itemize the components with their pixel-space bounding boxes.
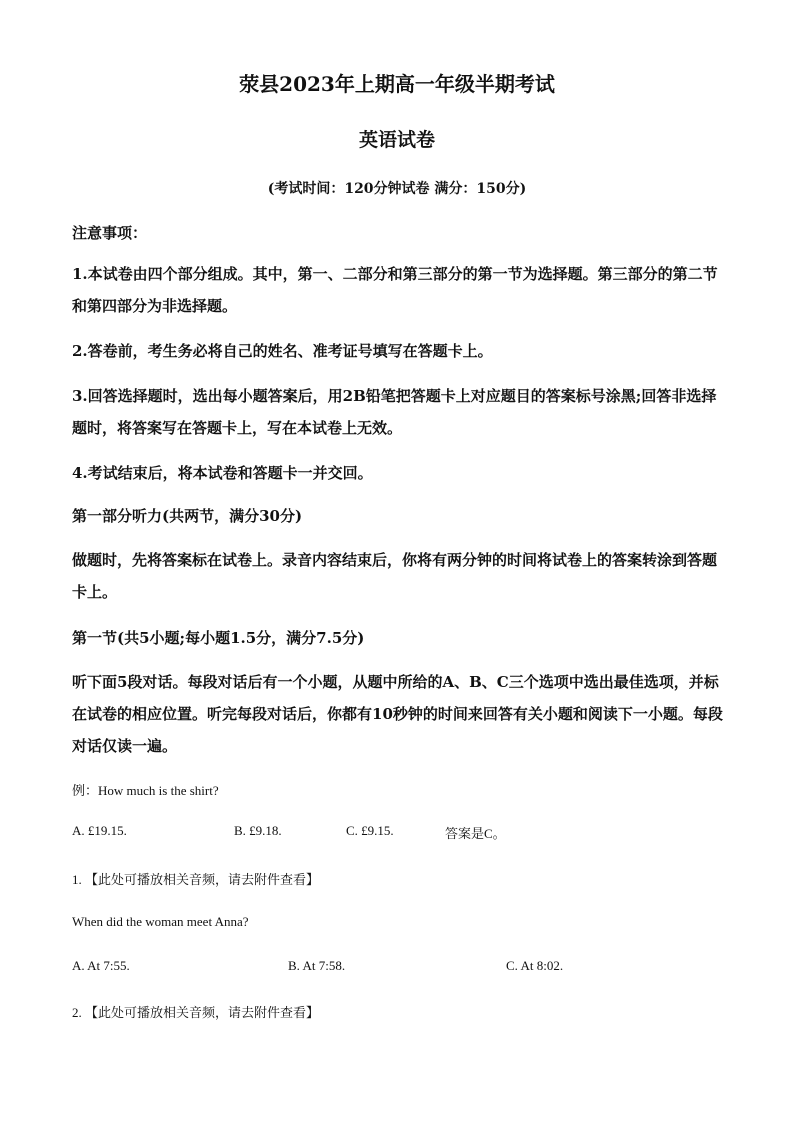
question-1-option-a[interactable]: A. At 7:55.: [72, 958, 130, 973]
notice-item-3: 3.回答选择题时，选出每小题答案后，用2B铅笔把答题卡上对应题目的答案标号涂黑;回答非选择题时，将答案写在答题卡上，写在本试卷上无效。: [72, 387, 717, 437]
question-1-audio[interactable]: 1. 【此处可播放相关音频，请去附件查看】: [72, 872, 320, 887]
question-2-audio[interactable]: 2. 【此处可播放相关音频，请去附件查看】: [72, 1005, 320, 1020]
subject-title: 英语试卷: [358, 129, 435, 151]
section1-heading: 第一节(共5小题;每小题1.5分，满分7.5分): [72, 629, 365, 647]
notice-heading: 注意事项：: [72, 224, 148, 242]
example-option-a: A. £19.15.: [72, 823, 127, 838]
exam-info: (考试时间：120分钟试卷 满分：150分): [267, 181, 527, 197]
section1-instruction: 听下面5段对话。每段对话后有一个小题，从题中所给的A、B、C三个选项中选出最佳选项，并标在试卷的相应位置。听完每段对话后，你都有10秒钟的时间来回答有关小题和阅读下一小题。每段对话仅读一遍。: [72, 673, 723, 755]
example-question: 例：How much is the shirt?: [72, 783, 219, 798]
question-1-text: When did the woman meet Anna?: [72, 914, 249, 929]
example-option-b: B. £9.18.: [234, 823, 282, 838]
question-1-option-c[interactable]: C. At 8:02.: [506, 958, 564, 973]
notice-item-1: 1.本试卷由四个部分组成。其中，第一、二部分和第三部分的第一节为选择题。第三部分的第二节和第四部分为非选择题。: [72, 265, 718, 315]
part1-heading: 第一部分听力(共两节，满分30分): [72, 507, 303, 525]
example-answer: 答案是C。: [445, 826, 506, 841]
example-option-c: C. £9.15.: [346, 823, 394, 838]
exam-title: 荥县2023年上期高一年级半期考试: [239, 72, 555, 96]
question-1-option-b[interactable]: B. At 7:58.: [288, 958, 346, 973]
part1-instruction: 做题时，先将答案标在试卷上。录音内容结束后，你将有两分钟的时间将试卷上的答案转涂到答题卡上。: [72, 551, 718, 601]
notice-item-2: 2.答卷前，考生务必将自己的姓名、准考证号填写在答题卡上。: [72, 342, 493, 360]
notice-item-4: 4.考试结束后，将本试卷和答题卡一并交回。: [72, 464, 373, 482]
